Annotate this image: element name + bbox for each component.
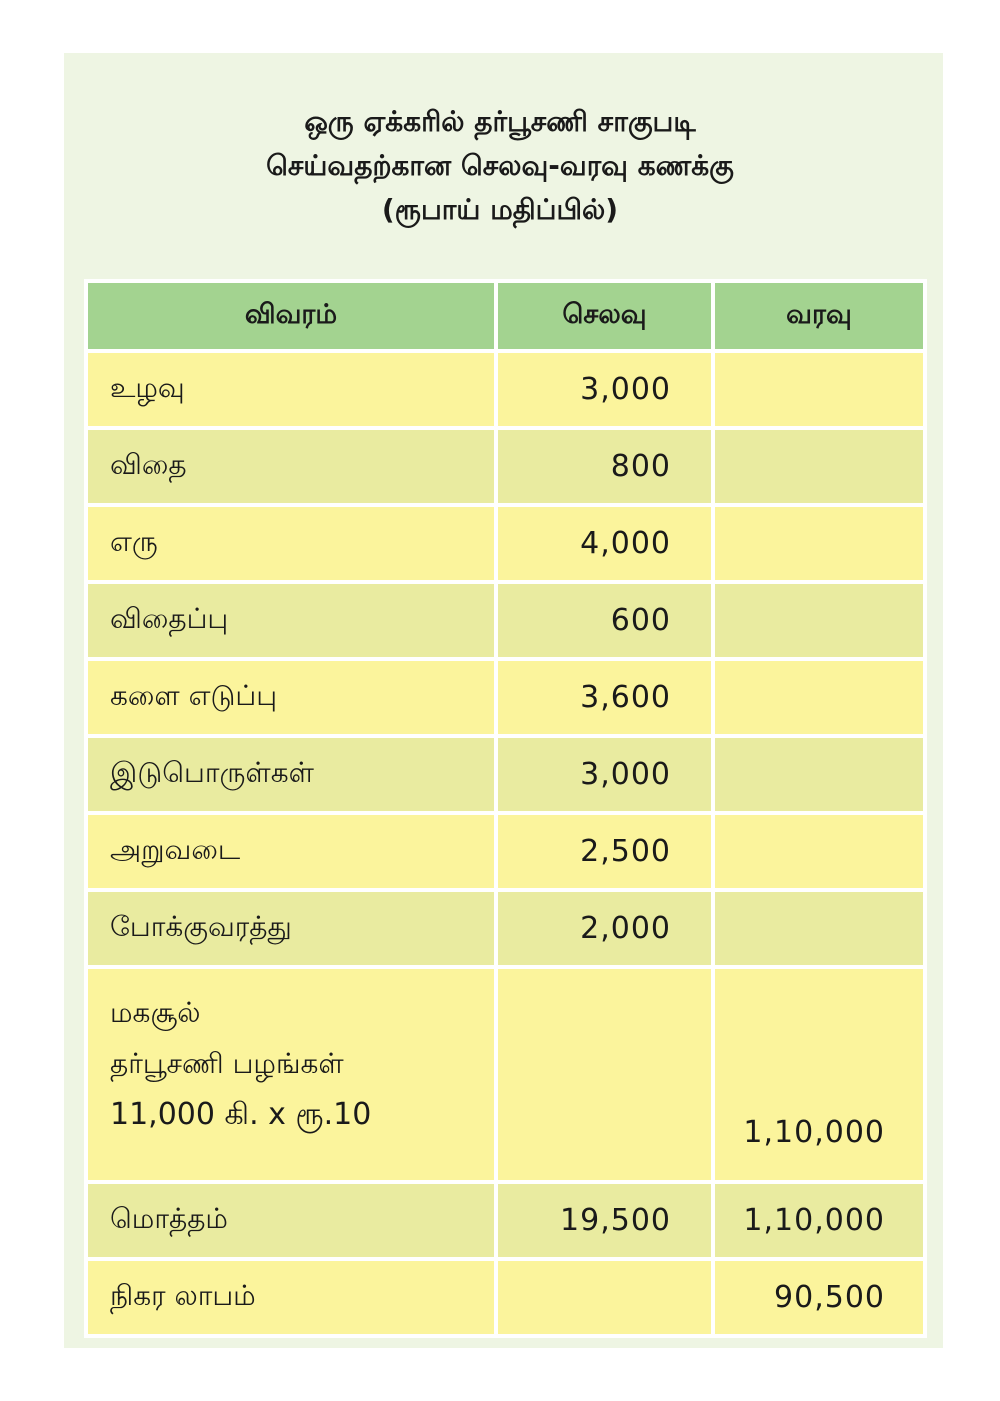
table-row (88, 815, 923, 888)
row-expense: 3,000 (498, 353, 711, 426)
table-row (88, 892, 923, 965)
header-income: வரவு (715, 283, 923, 349)
row-income (715, 430, 923, 503)
row-income (715, 584, 923, 657)
table-row (88, 584, 923, 657)
row-label: அறுவடை (88, 815, 494, 888)
net-profit-label: நிகர லாபம் (88, 1261, 494, 1334)
row-label: போக்குவரத்து (88, 892, 494, 965)
title-line-1: ஒரு ஏக்கரில் தர்பூசணி சாகுபடி (304, 105, 696, 138)
row-expense: 4,000 (498, 507, 711, 580)
row-income (715, 353, 923, 426)
net-profit-income: 90,500 (715, 1261, 923, 1334)
row-label: விதை (88, 430, 494, 503)
yield-label-line-1: மகசூல் (110, 996, 201, 1029)
row-label: விதைப்பு (88, 584, 494, 657)
yield-label (88, 969, 494, 1180)
page-title (0, 100, 1000, 232)
title-line-2: செய்வதற்கான செலவு-வரவு கணக்கு (266, 149, 734, 182)
total-income: 1,10,000 (715, 1184, 923, 1257)
table-row (88, 661, 923, 734)
row-expense: 3,000 (498, 738, 711, 811)
table-row (88, 738, 923, 811)
net-profit-row (88, 1261, 923, 1334)
table-row (88, 507, 923, 580)
row-label: களை எடுப்பு (88, 661, 494, 734)
row-income (715, 892, 923, 965)
row-income (715, 815, 923, 888)
yield-expense (498, 969, 711, 1180)
header-details: விவரம் (88, 283, 494, 349)
row-expense: 800 (498, 430, 711, 503)
yield-label-line-3: 11,000 கி. x ரூ.10 (110, 1097, 372, 1132)
row-expense: 2,000 (498, 892, 711, 965)
yield-label-line-2: தர்பூசணி பழங்கள் (110, 1047, 344, 1080)
total-expense: 19,500 (498, 1184, 711, 1257)
total-row (88, 1184, 923, 1257)
row-income (715, 738, 923, 811)
cost-income-table (84, 279, 927, 1338)
table-row (88, 430, 923, 503)
row-expense: 600 (498, 584, 711, 657)
row-expense: 2,500 (498, 815, 711, 888)
row-label: உழவு (88, 353, 494, 426)
table-row (88, 353, 923, 426)
row-expense: 3,600 (498, 661, 711, 734)
row-income (715, 507, 923, 580)
row-income (715, 661, 923, 734)
row-label: எரு (88, 507, 494, 580)
yield-row (88, 969, 923, 1180)
title-line-3: (ரூபாய் மதிப்பில்) (381, 193, 619, 226)
net-profit-expense (498, 1261, 711, 1334)
header-expense: செலவு (498, 283, 711, 349)
row-label: இடுபொருள்கள் (88, 738, 494, 811)
total-label: மொத்தம் (88, 1184, 494, 1257)
table-header-row (88, 283, 923, 349)
yield-income: 1,10,000 (715, 969, 923, 1180)
